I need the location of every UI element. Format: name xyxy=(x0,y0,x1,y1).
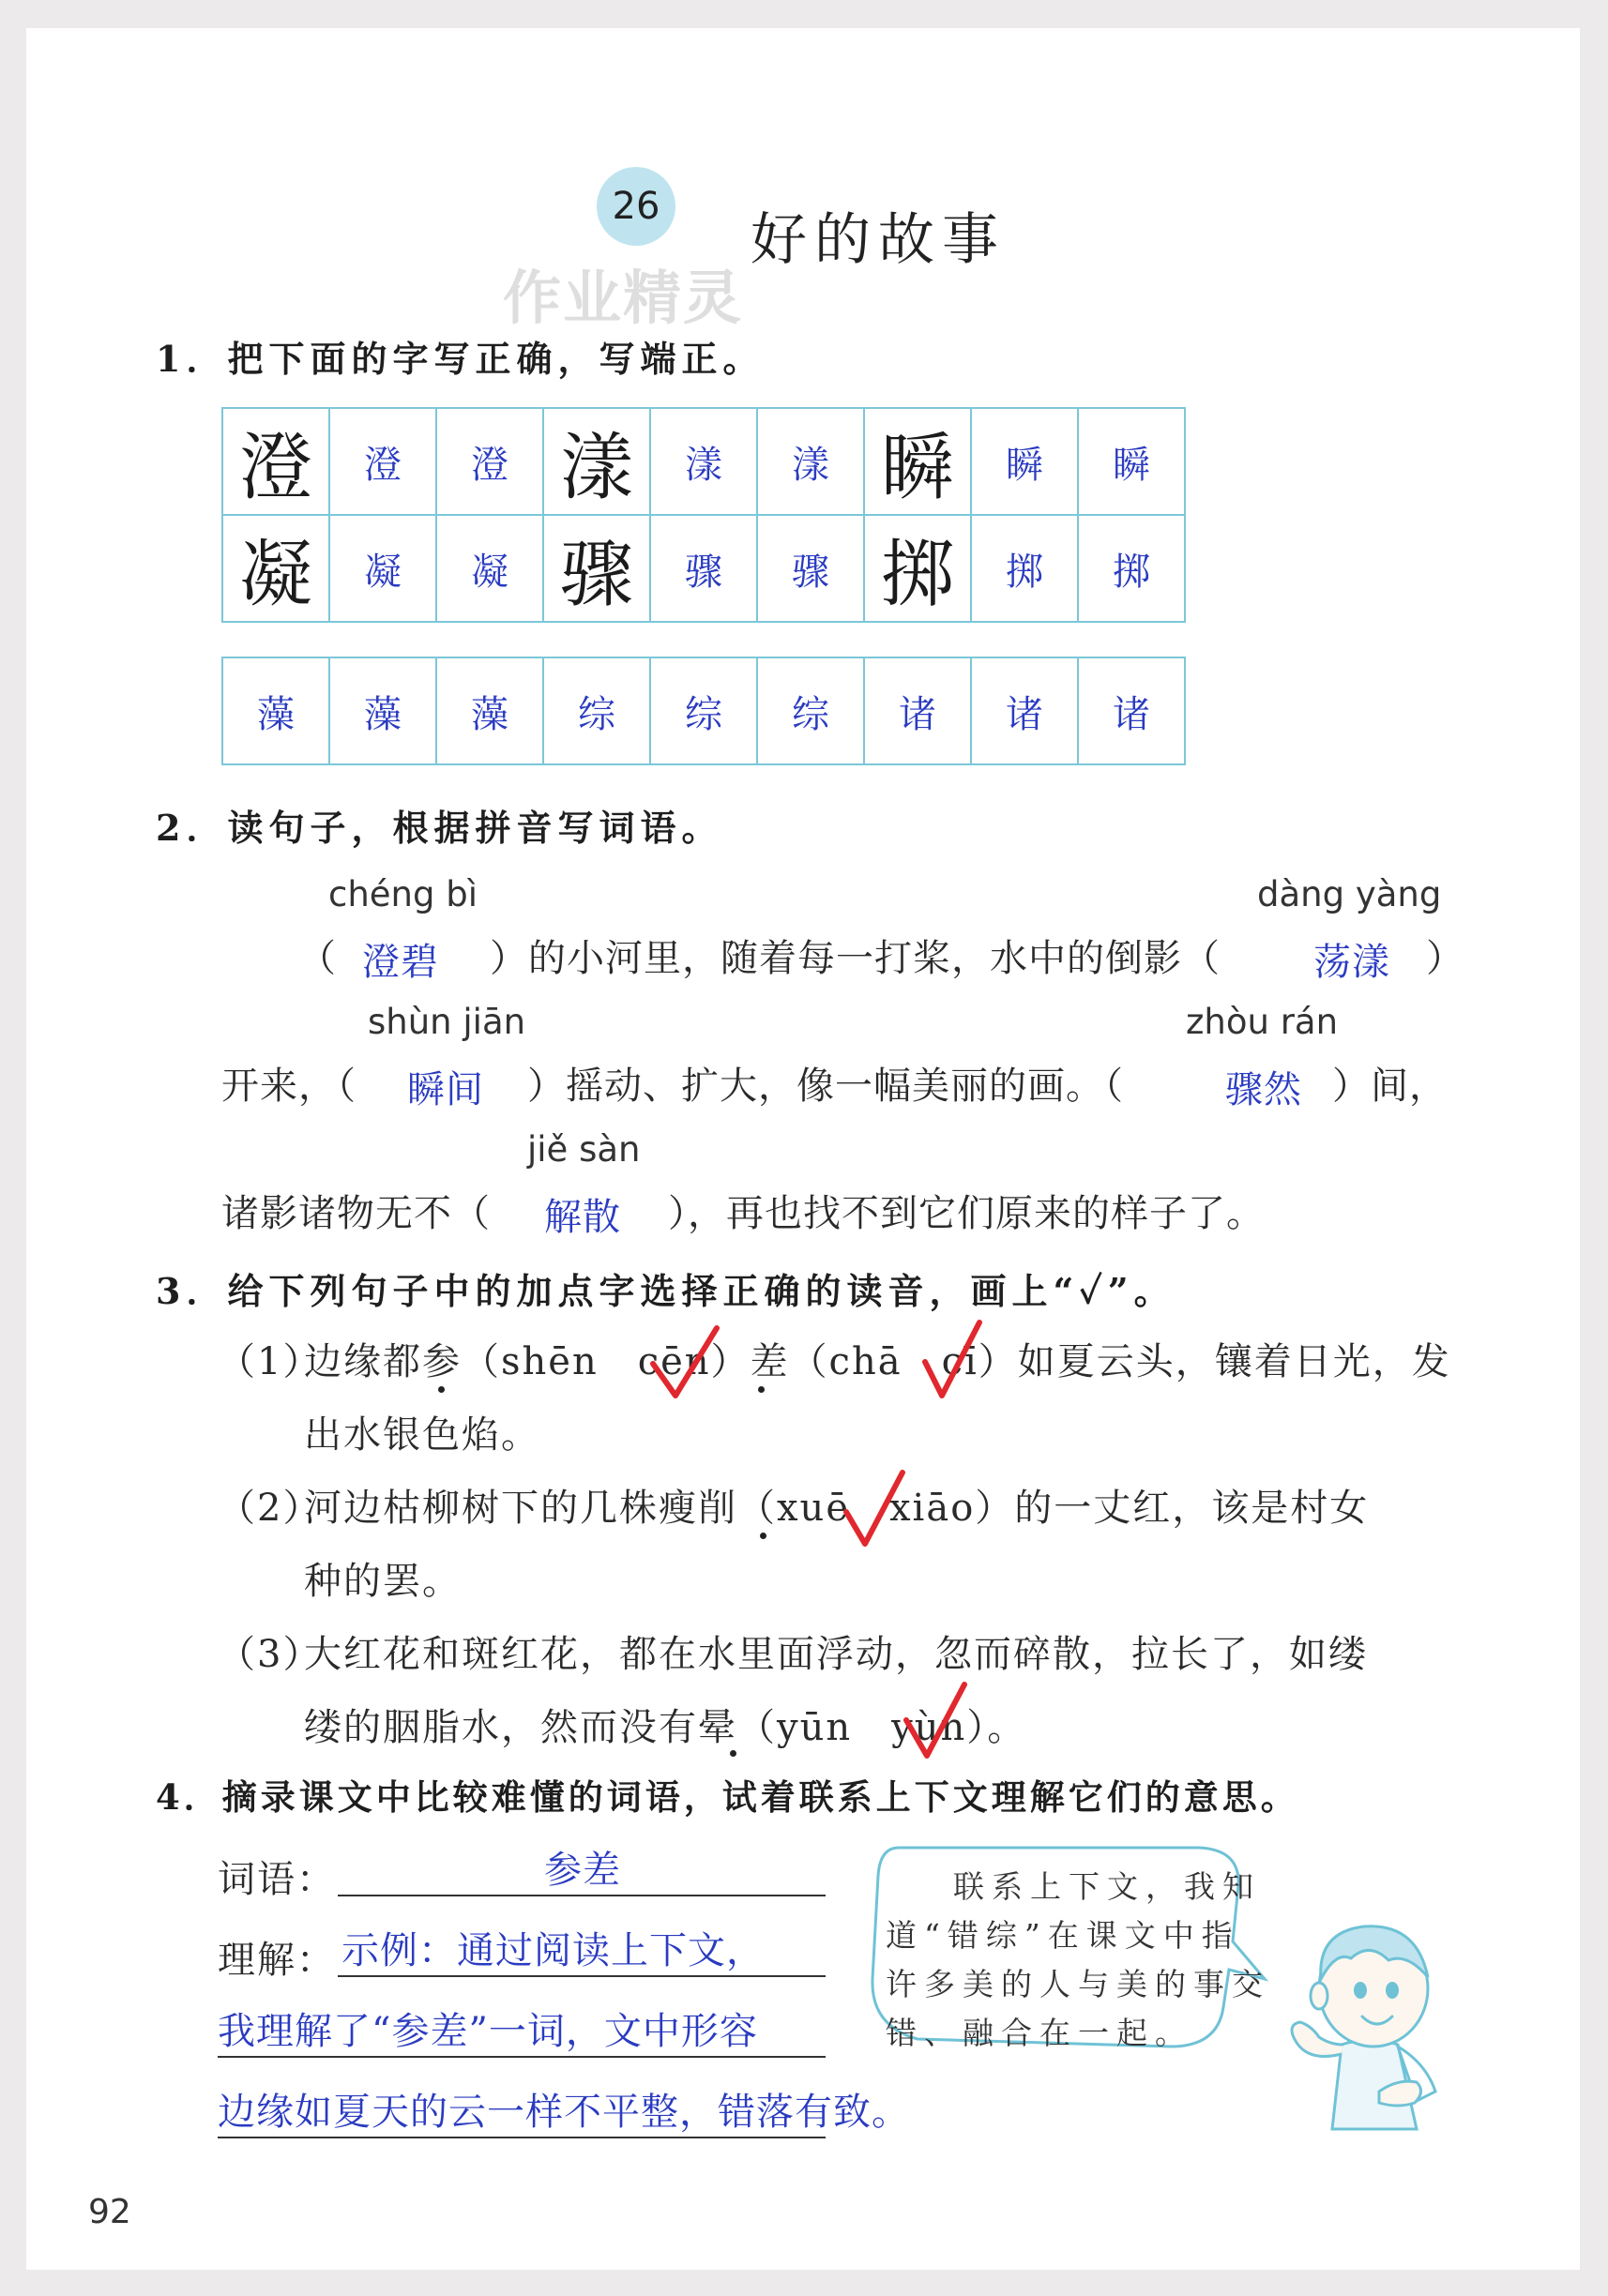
bubble-line-1: 联系上下文，我知 xyxy=(953,1868,1261,1905)
q2-line2-start: 开来，（ xyxy=(221,1065,356,1108)
q3-item-2-line1: 河边枯柳树下的几株瘦削（xuē xiāo）的一丈红，该是村女 xyxy=(304,1487,1370,1530)
check-mark-icon xyxy=(901,1679,970,1763)
pinyin-dangyang: dàng yàng xyxy=(1257,874,1442,914)
emphasis-dot xyxy=(760,1533,766,1539)
underline xyxy=(338,1895,826,1896)
grid-cell: 凝 xyxy=(222,515,329,622)
q3-prompt: 3．给下列句子中的加点字选择正确的读音，画上“✓”。 xyxy=(156,1270,1176,1312)
bubble-line-2: 道“错综”在课文中指 xyxy=(886,1917,1240,1954)
grid-cell: 掷 xyxy=(1078,515,1185,622)
grid-row xyxy=(222,657,1185,764)
q3-item-1-line1: 边缘都参（shēn cēn）差（chā cī）如夏云头，镶着日光，发 xyxy=(304,1340,1451,1383)
grid-cell: 掷 xyxy=(864,515,971,622)
bubble-line-3: 许多美的人与美的事交 xyxy=(886,1966,1270,2002)
lesson-number-badge: 26 xyxy=(597,167,675,246)
grid-cell: 诸 xyxy=(1078,657,1185,764)
q3-item-3-num: （3） xyxy=(218,1633,323,1676)
pinyin-chengbi: chéng bì xyxy=(328,874,478,914)
grid-cell: 澄 xyxy=(436,408,543,515)
q1-grid-bottom xyxy=(221,657,1186,765)
q2-paren-close: ） xyxy=(1426,937,1464,980)
q2-line1-text: ）的小河里，随着每一打桨，水中的倒影（ xyxy=(490,937,1221,980)
q2-paren-open: （ xyxy=(298,937,337,980)
boy-illustration-icon xyxy=(1276,1904,1492,2138)
page-number: 92 xyxy=(88,2193,131,2231)
pinyin-jiesan: jiě sàn xyxy=(527,1129,641,1170)
q3-item-3-line1: 大红花和斑红花，都在水里面浮动，忽而碎散，拉长了，如缕 xyxy=(304,1633,1368,1676)
check-mark-icon xyxy=(841,1467,908,1549)
grid-cell: 诸 xyxy=(864,657,971,764)
grid-row xyxy=(222,408,1185,515)
grid-cell: 藻 xyxy=(329,657,436,764)
grid-cell: 瞬 xyxy=(864,408,971,515)
emphasis-dot xyxy=(730,1750,736,1757)
bubble-text xyxy=(886,1863,1270,2058)
grid-cell: 综 xyxy=(757,657,864,764)
grid-row xyxy=(222,515,1185,622)
grid-cell: 澄 xyxy=(329,408,436,515)
grid-cell: 综 xyxy=(543,657,650,764)
grid-cell: 综 xyxy=(650,657,757,764)
grid-cell: 骤 xyxy=(757,515,864,622)
grid-cell: 澄 xyxy=(222,408,329,515)
watermark: 作业精灵 xyxy=(503,264,744,332)
q3-item-1-num: （1） xyxy=(218,1340,323,1383)
pinyin-shunjian: shùn jiān xyxy=(368,1002,526,1042)
q3-item-1-line2: 出水银色焰。 xyxy=(304,1413,540,1457)
q1-prompt: 1．把下面的字写正确，写端正。 xyxy=(156,338,765,380)
check-mark-icon xyxy=(647,1322,722,1403)
underline xyxy=(338,1975,826,1977)
grid-cell: 掷 xyxy=(971,515,1078,622)
q2-line3-start: 诸影诸物无不（ xyxy=(221,1192,491,1235)
q2-answer-2: 荡漾 xyxy=(1313,941,1390,984)
check-mark-icon xyxy=(919,1317,985,1403)
q2-line2-end: ）间， xyxy=(1332,1065,1448,1108)
grid-cell: 凝 xyxy=(329,515,436,622)
q2-answer-5: 解散 xyxy=(544,1196,621,1239)
grid-cell: 藻 xyxy=(436,657,543,764)
q3-item-2-line2: 种的罢。 xyxy=(304,1560,462,1603)
q4-word-label: 词语： xyxy=(218,1858,336,1901)
q4-understand-line-2: 我理解了“参差”一词，文中形容 xyxy=(218,2010,758,2053)
grid-cell: 漾 xyxy=(650,408,757,515)
q4-prompt: 4．摘录课文中比较难懂的词语，试着联系上下文理解它们的意思。 xyxy=(156,1776,1299,1818)
underline xyxy=(218,2137,826,2138)
grid-cell: 瞬 xyxy=(971,408,1078,515)
grid-cell: 漾 xyxy=(543,408,650,515)
q1-grid-top xyxy=(221,407,1186,623)
emphasis-dot xyxy=(438,1386,445,1393)
lesson-title: 好的故事 xyxy=(751,207,1006,273)
underline xyxy=(218,2056,826,2058)
q2-prompt: 2．读句子，根据拼音写词语。 xyxy=(156,807,723,849)
pinyin-zhouran: zhòu rán xyxy=(1186,1002,1339,1042)
bubble-line-4: 错、融合在一起。 xyxy=(886,2015,1193,2051)
emphasis-dot xyxy=(758,1386,765,1393)
q3-item-3-line2: 缕的胭脂水，然而没有晕（yūn yùn）。 xyxy=(304,1706,1027,1749)
grid-cell: 骤 xyxy=(650,515,757,622)
grid-cell: 瞬 xyxy=(1078,408,1185,515)
grid-cell: 藻 xyxy=(222,657,329,764)
q3-item-2-num: （2） xyxy=(218,1487,323,1530)
q2-answer-3: 瞬间 xyxy=(407,1068,484,1111)
grid-cell: 凝 xyxy=(436,515,543,622)
q2-answer-1: 澄碧 xyxy=(362,941,439,984)
grid-cell: 漾 xyxy=(757,408,864,515)
q4-understand-label: 理解： xyxy=(218,1939,336,1982)
q4-understand-line-3: 边缘如夏天的云一样不平整，错落有致。 xyxy=(218,2091,910,2134)
q2-line2-text: ）摇动、扩大，像一幅美丽的画。（ xyxy=(527,1065,1124,1108)
grid-cell: 诸 xyxy=(971,657,1078,764)
q4-understand-line-1: 示例：通过阅读上下文， xyxy=(341,1929,765,1972)
q2-answer-4: 骤然 xyxy=(1225,1068,1302,1111)
grid-cell: 骤 xyxy=(543,515,650,622)
q2-line3-end: ），再也找不到它们原来的样子了。 xyxy=(668,1192,1265,1235)
q4-word-answer: 参差 xyxy=(544,1849,621,1892)
